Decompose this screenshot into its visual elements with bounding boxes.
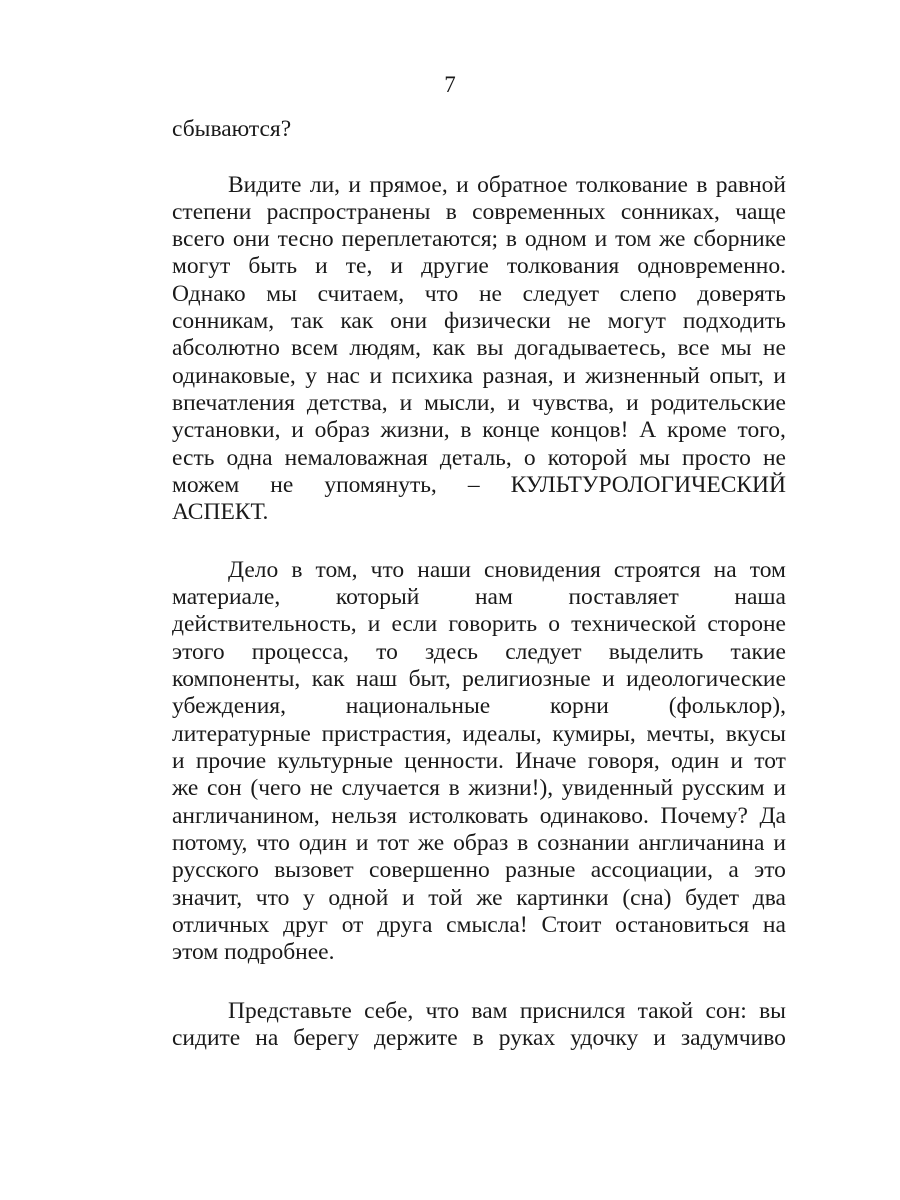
paragraph-first-line: Представьте себе, что вам приснился такой сон: вы (228, 998, 786, 1024)
text-line: есть одна немаловажная деталь, о которой мы просто не (172, 445, 786, 471)
text-line: значит, что у одной и той же картинки (сна) будет два (172, 885, 786, 911)
text-line: сонникам, так как они физически не могут подходить (172, 308, 786, 334)
text-line: можем не упомянуть, – КУЛЬТУРОЛОГИЧЕСКИЙ (172, 472, 786, 498)
text-line: англичанином, нельзя истолковать одинаково. Почему? Да (172, 803, 786, 829)
text-line: могут быть и те, и другие толкования одновременно. (172, 253, 786, 279)
paragraph-first-line: Видите ли, и прямое, и обратное толкование в равной (228, 172, 786, 198)
text-line: сидите на берегу держите в руках удочку и задумчиво (172, 1025, 786, 1051)
text-line: абсолютно всем людям, как вы догадываетесь, все мы не (172, 335, 786, 361)
text-line: действительность, и если говорить о технической стороне (172, 611, 786, 637)
text-line: потому, что один и тот же образ в сознании англичанина и (172, 830, 786, 856)
paragraph-last-line: АСПЕКТ. (172, 499, 269, 525)
text-line: отличных друг от друга смысла! Стоит остановиться на (172, 912, 786, 938)
text-line: же сон (чего не случается в жизни!), увиденный русским и (172, 775, 786, 801)
page-number: 7 (444, 72, 456, 97)
text-line: литературные пристрастия, идеалы, кумиры, мечты, вкусы (172, 721, 786, 747)
text-line: этого процесса, то здесь следует выделить такие (172, 639, 786, 665)
text-line: степени распространены в современных сонниках, чаще (172, 199, 786, 225)
text-line: русского вызовет совершенно разные ассоциации, а это (172, 857, 786, 883)
text-line: Однако мы считаем, что не следует слепо доверять (172, 281, 786, 307)
text-line: всего они тесно переплетаются; в одном и том же сборнике (172, 226, 786, 252)
text-line: установки, и образ жизни, в конце концов! А кроме того, (172, 417, 786, 443)
text-line: материале, который нам поставляет наша (172, 584, 786, 610)
text-line: компоненты, как наш быт, религиозные и идеологические (172, 666, 786, 692)
paragraph-first-line: Дело в том, что наши сновидения строятся на том (228, 557, 786, 583)
text-line: убеждения, национальные корни (фольклор), (172, 693, 786, 719)
text-line: сбываются? (172, 116, 292, 142)
text-line: и прочие культурные ценности. Иначе говоря, один и тот (172, 748, 786, 774)
paragraph-last-line: этом подробнее. (172, 939, 335, 965)
text-line: одинаковые, у нас и психика разная, и жизненный опыт, и (172, 363, 786, 389)
text-line: впечатления детства, и мысли, и чувства, и родительские (172, 390, 786, 416)
